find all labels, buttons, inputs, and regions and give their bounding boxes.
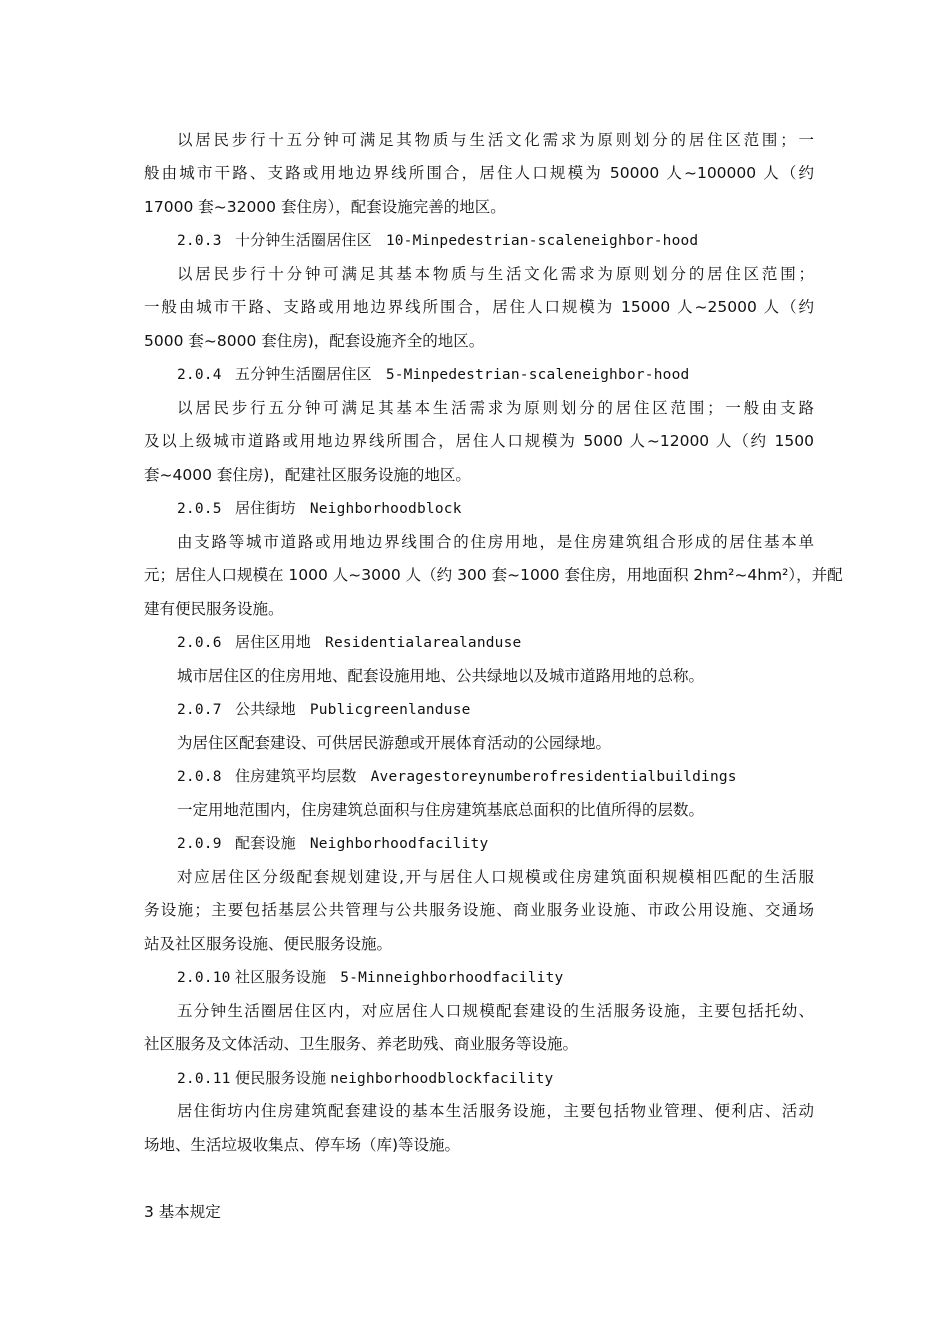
term-2-0-3-definition-line-2: 一般由城市干路、支路或用地边界线所围合，居住人口规模为 15000 人~25000 人（约 — [144, 298, 814, 316]
term-chinese-name: 居住街坊 — [235, 499, 296, 517]
term-2-0-5-definition-line-1: 由支路等城市道路或用地边界线围合的住房用地，是住房建筑组合形成的居住基本单 — [177, 533, 814, 551]
term-2-0-3-definition-line-3: 5000 套~8000 套住房)，配套设施齐全的地区。 — [144, 332, 485, 350]
term-2-0-3-definition-line-1: 以居民步行十分钟可满足其基本物质与生活文化需求为原则划分的居住区范围； — [177, 265, 814, 283]
term-2-0-8-definition-line-1: 一定用地范围内，住房建筑总面积与住房建筑基底总面积的比值所得的层数。 — [177, 801, 705, 819]
term-english-name: 10-Minpedestrian-scaleneighbor-hood — [385, 233, 699, 249]
term-number: 2.0.3 — [177, 233, 222, 249]
term-2-0-5-definition-line-3: 建有便民服务设施。 — [144, 600, 284, 618]
term-chinese-name: 五分钟生活圈居住区 — [235, 365, 372, 383]
term-heading-2-0-11 — [177, 1068, 553, 1089]
term-chinese-name: 便民服务设施 — [235, 1069, 327, 1087]
section-heading-basic-provisions: 3 基本规定 — [144, 1203, 221, 1221]
term-2-0-9-definition-line-2: 务设施；主要包括基层公共管理与公共服务设施、商业服务业设施、市政公用设施、交通场 — [144, 901, 814, 919]
term-english-name: Averagestoreynumberofresidentialbuildings — [370, 769, 737, 785]
term-2-0-9-definition-line-1: 对应居住区分级配套规划建设,开与居住人口规模或住房建筑面积规模相匹配的生活服 — [177, 868, 814, 886]
term-english-name: Residentialarealanduse — [325, 635, 522, 651]
term-number: 2.0.8 — [177, 769, 222, 785]
term-2-0-9-definition-line-3: 站及社区服务设施、便民服务设施。 — [144, 935, 393, 953]
term-2-0-5-definition-line-2: 元；居住人口规模在 1000 人~3000 人（约 300 套~1000 套住房，用地面积 2hm²~4hm²），并配 — [144, 566, 843, 584]
term-number: 2.0.7 — [177, 702, 222, 718]
term-number: 2.0.4 — [177, 367, 222, 383]
term-chinese-name: 十分钟生活圈居住区 — [235, 231, 372, 249]
paragraph-15min-line-3: 17000 套~32000 套住房），配套设施完善的地区。 — [144, 198, 506, 216]
term-number: 2.0.10 — [177, 970, 231, 986]
term-heading-2-0-8 — [177, 766, 737, 787]
term-english-name: 5-Minpedestrian-scaleneighbor-hood — [385, 367, 690, 383]
term-heading-2-0-9 — [177, 833, 488, 854]
term-2-0-4-definition-line-2: 及以上级城市道路或用地边界线所围合，居住人口规模为 5000 人~12000 人（约 1500 — [144, 432, 814, 450]
term-english-name: neighborhoodblockfacility — [330, 1071, 554, 1087]
term-english-name: 5-Minneighborhoodfacility — [340, 970, 564, 986]
term-2-0-10-definition-line-2: 社区服务及文体活动、卫生服务、养老助残、商业服务等设施。 — [144, 1035, 579, 1053]
term-2-0-4-definition-line-1: 以居民步行五分钟可满足其基本生活需求为原则划分的居住区范围；一般由支路 — [177, 399, 814, 417]
term-number: 2.0.9 — [177, 836, 222, 852]
paragraph-15min-line-1: 以居民步行十五分钟可满足其物质与生活文化需求为原则划分的居住区范围；一 — [177, 131, 814, 149]
term-english-name: Publicgreenlanduse — [309, 702, 471, 718]
term-heading-2-0-4 — [177, 364, 689, 385]
term-chinese-name: 配套设施 — [235, 834, 296, 852]
term-2-0-11-definition-line-2: 场地、生活垃圾收集点、停车场（库)等设施。 — [144, 1136, 461, 1154]
term-chinese-name: 公共绿地 — [235, 700, 296, 718]
term-number: 2.0.6 — [177, 635, 222, 651]
term-chinese-name: 住房建筑平均层数 — [235, 767, 357, 785]
term-2-0-7-definition-line-1: 为居住区配套建设、可供居民游憩或开展体育活动的公园绿地。 — [177, 734, 612, 752]
term-2-0-4-definition-line-3: 套~4000 套住房)，配建社区服务设施的地区。 — [144, 466, 471, 484]
term-english-name: Neighborhoodfacility — [309, 836, 489, 852]
term-2-0-6-definition-line-1: 城市居住区的住房用地、配套设施用地、公共绿地以及城市道路用地的总称。 — [177, 667, 705, 685]
term-number: 2.0.5 — [177, 501, 222, 517]
term-english-name: Neighborhoodblock — [309, 501, 462, 517]
term-heading-2-0-7 — [177, 699, 471, 720]
term-heading-2-0-10 — [177, 967, 563, 988]
term-heading-2-0-3 — [177, 230, 698, 251]
paragraph-15min-line-2: 般由城市干路、支路或用地边界线所围合，居住人口规模为 50000 人~100000 人（约 — [144, 164, 814, 182]
term-heading-2-0-5 — [177, 498, 462, 519]
term-chinese-name: 社区服务设施 — [235, 968, 327, 986]
term-heading-2-0-6 — [177, 632, 521, 653]
term-2-0-10-definition-line-1: 五分钟生活圈居住区内，对应居住人口规模配套建设的生活服务设施，主要包括托幼、 — [177, 1002, 814, 1020]
term-chinese-name: 居住区用地 — [235, 633, 312, 651]
term-2-0-11-definition-line-1: 居住街坊内住房建筑配套建设的基本生活服务设施，主要包括物业管理、便利店、活动 — [177, 1102, 814, 1120]
term-number: 2.0.11 — [177, 1071, 231, 1087]
